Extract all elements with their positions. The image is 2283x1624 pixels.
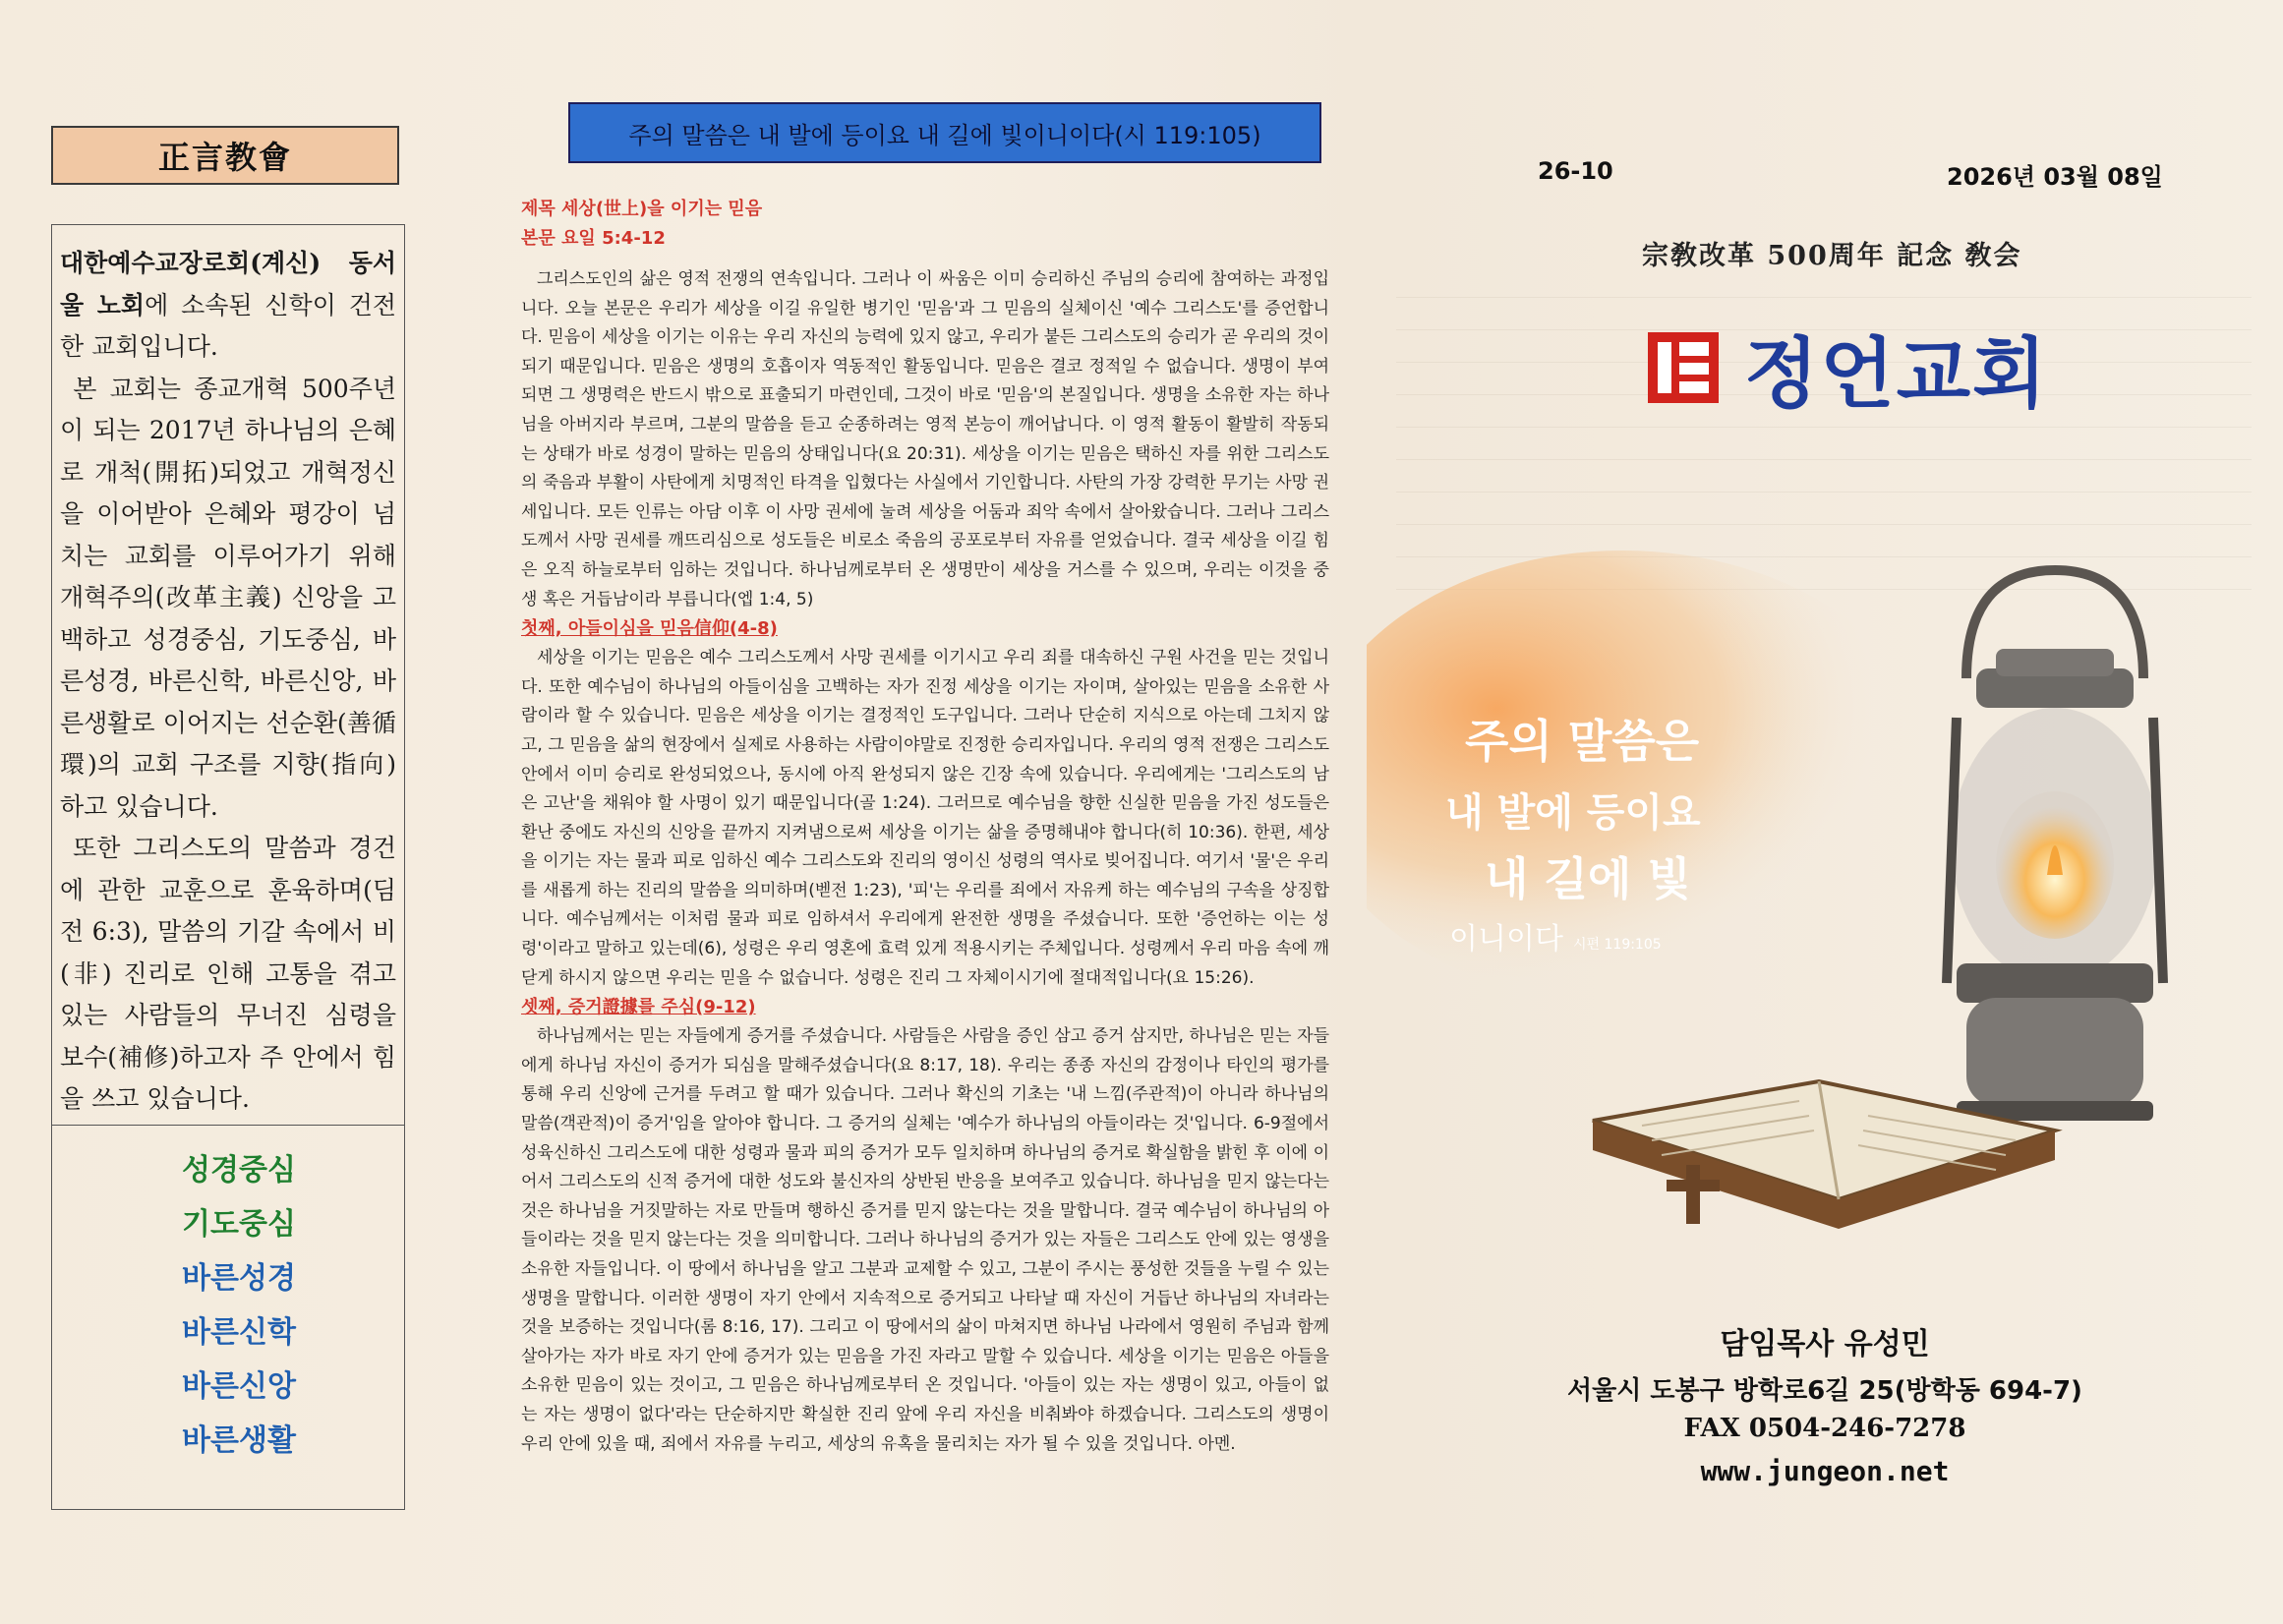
fax-number: FAX 0504-246-7278 xyxy=(1683,1414,1966,1443)
intro-paragraph-2: 본 교회는 종교개혁 500주년이 되는 2017년 하나님의 은혜로 개척(開拓)되었고 개혁정신을 이어받아 은혜와 평강이 넘치는 교회를 이루어가기 위해 개혁주의(改革主義) 신앙을 고백하고 성경중심, 기도중심, 바른성경, 바른신학, 바른신앙, 바른생활로 이어지는 선순환(善循環)의 교회 구조를 지향(指向)하고 있습니다. xyxy=(60,374,396,821)
church-intro-panel xyxy=(51,126,413,1458)
church-name-box: 正言教會 xyxy=(51,126,399,185)
website-link[interactable]: www.jungeon.net xyxy=(1700,1455,1950,1487)
lantern-icon xyxy=(1947,570,2163,1121)
section-heading: 첫째, 아들이심을 믿음信仰(4-8) xyxy=(521,618,778,640)
church-name: 정언교회 xyxy=(1744,330,2049,419)
sermon-title: 제목 세상(世上)을 이기는 믿음 xyxy=(521,199,763,219)
issue-date: 2026년 03월 08일 xyxy=(1947,163,2163,191)
section-body: 세상을 이기는 믿음은 예수 그리스도께서 사망 권세를 이기시고 우리 죄를 대속하신 구원 사건을 믿는 것입니다. 또한 예수님이 하나님의 아들이심을 고백하는 자가 진정 세상을 이기는 자이며, 살아있는 믿음을 소유한 사람이라 할 수 있습니다. 믿음은 세상을 이기는 결정적인 도구입니다. 그러나 단순히 지식으로 아는데 그치지 않고, 그 믿음을 삶의 현장에서 실제로 사용하는 사람이야말로 진정한 승리자입니다. 우리의 영적 전쟁은 그리스도 안에서 이미 승리로 완성되었으나, 동시에 아직 완성되지 않은 긴장 속에 있습니다. 우리에게는 '그리스도의 남은 고난'을 채워야 할 사명이 있기 때문입니다(골 1:24). 그러므로 예수님을 향한 신실한 믿음을 가진 성도들은 환난 중에도 자신의 신앙을 끝까지 지켜냄으로써 세상을 이기는 삶을 증명해내야 합니다(히 10:36). 한편, 세상을 이기는 자는 물과 피로 임하신 예수 그리스도와 진리의 영이신 성령의 역사로 빚어집니다. 여기서 '물'은 우리를 새롭게 하는 진리의 말씀을 의미하며(벧전 1:23), '피'는 우리를 죄에서 자유케 하는 예수님의 구속을 상징합니다. 예수님께서는 이처럼 물과 피로 임하셔서 우리에게 완전한 생명을 주셨습니다. 또한 '증언하는 이는 성령'이라고 말하고 있는데(6), 성령은 우리 영혼에 효력 있게 적용시키는 주체입니다. 성령께서 우리 마음 속에 깨닫게 하시지 않으면 우리는 믿을 수 없습니다. 성령은 진리 그 자체이시기에 절대적입니다(요 15:26). xyxy=(521,648,1330,988)
intro-paragraph-3: 또한 그리스도의 말씀과 경건에 관한 교훈으로 훈육하며(딤전 6:3), 말씀의 기갈 속에서 비(非) 진리로 인해 고통을 겪고 있는 사람들의 무너진 심령을 보수(補修)하고자 주 안에서 힘을 쓰고 있습니다. xyxy=(60,834,396,1113)
pastor-name: 담임목사 유성민 xyxy=(1720,1327,1930,1362)
value-item: 바른신학 xyxy=(182,1315,296,1350)
commemoration-line: 宗敎改革 500周年 記念 敎会 xyxy=(1642,241,2022,271)
verse-reference: 시편 119:105 xyxy=(1573,937,1662,953)
verse-line: 내 발에 등이요 xyxy=(1445,790,1701,836)
verse-line: 내 길에 빛 xyxy=(1485,852,1691,905)
value-item: 바른신앙 xyxy=(182,1369,296,1404)
intro-text xyxy=(52,225,396,1121)
lantern-bible-illustration xyxy=(1367,551,2283,1258)
value-item: 기도중심 xyxy=(182,1207,296,1242)
value-item: 바른생활 xyxy=(182,1423,296,1458)
verse-line: 이니이다 xyxy=(1449,922,1563,957)
intro-paragraph-1: 대한예수교장로회(계신) 동서울 노회에 소속된 신학이 건전한 교회입니다. xyxy=(60,249,396,361)
church-logo-icon xyxy=(1648,332,1719,403)
sermon-column xyxy=(521,195,1329,1459)
verse-line: 주의 말씀은 xyxy=(1465,715,1700,768)
value-item: 바른성경 xyxy=(182,1261,296,1296)
sermon-text-reference: 본문 요일 5:4-12 xyxy=(521,228,666,249)
core-values-list xyxy=(52,1125,404,1468)
sermon-intro: 그리스도인의 삶은 영적 전쟁의 연속입니다. 그러나 이 싸움은 이미 승리하신 주님의 승리에 참여하는 과정입니다. 오늘 본문은 우리가 세상을 이길 유일한 병기인 '믿음'과 그 믿음의 실체이신 '예수 그리스도'를 증언합니다. 믿음이 세상을 이기는 이유는 우리 자신의 능력에 있지 않고, 우리가 붙든 그리스도의 승리가 곧 우리의 것이 되기 때문입니다. 믿음은 생명의 호흡이자 역동적인 활동입니다. 믿음은 결코 정적일 수 없습니다. 생명이 부여되면 그 생명력은 반드시 밖으로 표출되기 마련인데, 그것이 바로 '믿음'의 본질입니다. 생명을 소유한 자는 하나님을 아버지라 부르며, 그분의 말씀을 듣고 순종하려는 영적 본능이 깨어납니다. 이 영적 활동이 활발히 작동되는 상태가 바로 성경이 말하는 믿음의 상태입니다(요 20:31). 세상을 이기는 믿음은 택하신 자를 위한 그리스도의 죽음과 부활이 사탄에게 치명적인 타격을 입혔다는 사실에서 기인합니다. 사탄의 가장 강력한 무기는 사망 권세입니다. 모든 인류는 아담 이후 이 사망 권세에 눌려 세상을 어둠과 죄악 속에서 살아왔습니다. 그러나 그리스도께서 사망 권세를 깨뜨리심으로 성도들은 비로소 죽음의 공포로부터 자유를 얻었습니다. 결국 세상을 이길 힘은 오직 하늘로부터 임하는 것입니다. 하나님께로부터 온 생명만이 세상을 거스를 수 있으며, 우리는 이것을 중생 혹은 거듭남이라 부릅니다(엡 1:4, 5) xyxy=(521,269,1329,609)
section-body: 하나님께서는 믿는 자들에게 증거를 주셨습니다. 사람들은 사람을 증인 삼고 증거 삼지만, 하나님은 믿는 자들에게 하나님 자신이 증거가 되심을 말해주셨습니다(요 8:17, 18). 우리는 종종 자신의 감정이나 타인의 평가를 통해 우리 신앙에 근거를 두려고 할 때가 있습니다. 그러나 확신의 기초는 '내 느낌(주관적)이 아니라 하나님의 말씀(객관적)이 증거'임을 알아야 합니다. 그 증거의 실체는 '예수가 하나님의 아들이라는 것'입니다. 6-9절에서 성육신하신 그리스도에 대한 성령과 물과 피의 증거가 모두 일치하며 하나님의 증거로 확실함을 밝힌 후 이에 이어서 그리스도의 신적 증거에 대한 성도와 불신자의 상반된 반응을 보여주고 있습니다. 하나님을 믿지 않는다는 것은 하나님을 거짓말하는 자로 만들며 행하신 증거를 믿지 않는다는 것을 말합니다. 결국 예수님이 하나님의 아들이라는 것을 믿지 않는다는 것을 의미합니다. 그러나 하나님의 증거가 있는 자들은 그리스도 안에 있는 영생을 소유한 자들입니다. 이 땅에서 하나님을 알고 그분과 교제할 수 있고, 그분이 주시는 풍성한 것들을 누릴 수 있는 생명을 말합니다. 이러한 생명이 자기 안에서 지속적으로 증거되고 나타날 때 자신이 거듭난 하나님의 자녀라는 것을 보증하는 것입니다(롬 8:16, 17). 그리고 이 땅에서의 삶이 마쳐지면 하나님 나라에서 영원히 주님과 함께 살아가는 자가 바로 자기 안에 증거가 있는 믿음을 가진 자라고 말할 수 있습니다. 세상을 이기는 믿음은 아들을 소유한 믿음이 있는 것이고, 그 믿음은 하나님께로부터 온 것입니다. '아들이 있는 자는 생명이 있고, 아들이 없는 자는 생명이 없다'라는 단순하지만 확실한 진리 앞에 우리 자신을 비춰봐야 하겠습니다. 그리스도의 생명이 우리 안에 있을 때, 죄에서 자유를 누리고, 세상의 유혹을 물리치는 자가 될 수 있을 것입니다. 아멘. xyxy=(521,1026,1329,1454)
church-address: 서울시 도봉구 방학로6길 25(방학동 694-7) xyxy=(1567,1376,2082,1406)
church-logo xyxy=(1648,313,2048,423)
issue-number: 26-10 xyxy=(1538,157,1613,185)
value-item: 성경중심 xyxy=(182,1153,296,1188)
intro-box xyxy=(51,224,405,1510)
cover-panel xyxy=(1367,0,2283,1624)
verse-banner: 주의 말씀은 내 발에 등이요 내 길에 빛이니이다(시 119:105) xyxy=(568,102,1321,163)
section-heading: 셋째, 증거證據를 주심(9-12) xyxy=(521,997,756,1018)
